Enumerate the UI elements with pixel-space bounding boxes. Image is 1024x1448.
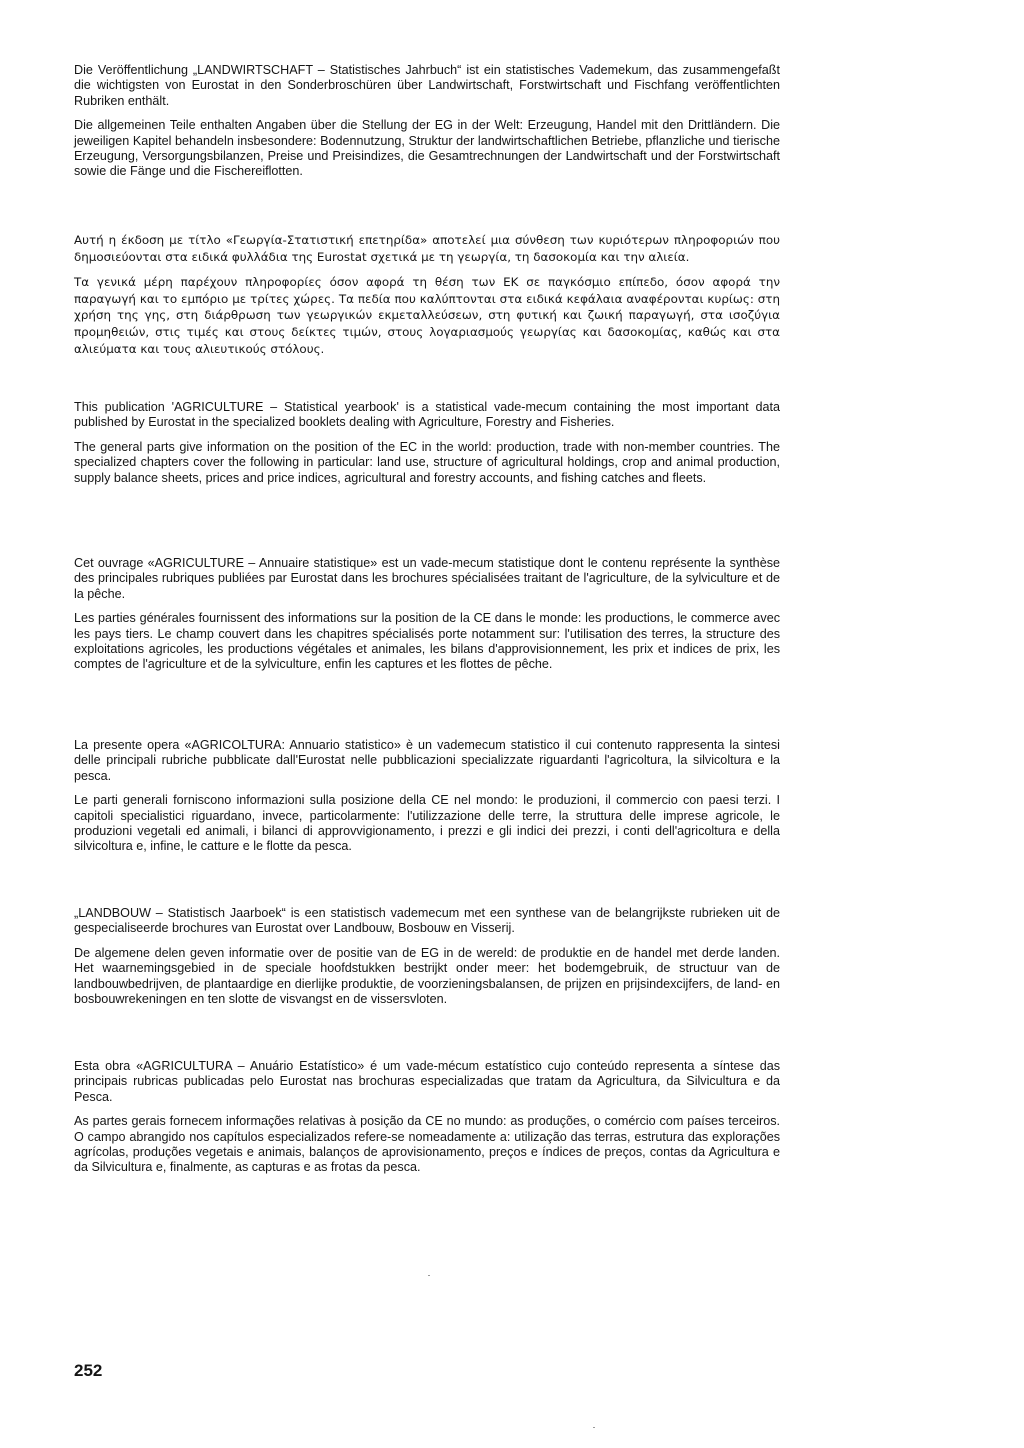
italian-section (74, 738, 780, 855)
scan-speck (593, 1427, 595, 1428)
greek-paragraph-1: Αυτή η έκδοση με τίτλο «Γεωργία-Στατιστική επετηρίδα» αποτελεί μια σύνθεση των κυριότερων πληροφοριών που δημοσιεύονται στα ειδικά φυλλάδια της Eurostat σχετικά με τη γεωργία, τη δασοκομία και την αλιεία. (74, 233, 780, 264)
french-paragraph-2: Les parties générales fournissent des informations sur la position de la CE dans le monde: les productions, le commerce avec les pays tiers. Le champ couvert dans les chapitres spécialisés porte notamment sur: l'utilisation des terres, la structure des exploitations agricoles, les productions végétales et animales, les bilans d'approvisionnement, les prix et indices de prix, les comptes de l'agriculture et de la sylviculture, enfin les captures et les flottes de pêche. (74, 611, 780, 672)
english-section (74, 400, 780, 486)
portuguese-paragraph-1: Esta obra «AGRICULTURA – Anuário Estatístico» é um vade-mécum estatístico cujo conteúdo representa a síntese das principais rubricas publicadas pelo Eurostat nas brochuras especializadas que tratam da Agricultura, da Silvicultura e da Pesca. (74, 1059, 780, 1104)
german-paragraph-2: Die allgemeinen Teile enthalten Angaben über die Stellung der EG in der Welt: Erzeugung, Handel mit den Drittländern. Die jeweiligen Kapitel behandeln insbesondere: Bodennutzung, Struktur der landwirtschaftlichen Betriebe, pflanzliche und tierische Erzeugung, Versorgungsbilanzen, Preise und Preisindizes, die Gesamtrechnungen der Landwirtschaft und der Forstwirtschaft sowie die Fänge und die Fischereiflotten. (74, 118, 780, 179)
dutch-section (74, 906, 780, 1007)
portuguese-section (74, 1059, 780, 1176)
scan-speck (428, 1275, 430, 1276)
french-paragraph-1: Cet ouvrage «AGRICULTURE – Annuaire statistique» est un vade-mecum statistique dont le contenu représente la synthèse des principales rubriques publiées par Eurostat dans les brochures spécialisées traitant de l'agriculture, de la sylviculture et de la pêche. (74, 556, 780, 601)
french-section (74, 556, 780, 673)
portuguese-paragraph-2: As partes gerais fornecem informações relativas à posição da CE no mundo: as produções, o comércio com países terceiros. O campo abrangido nos capítulos especializados refere-se nomeadamente a: utilização das terras, estrutura das explorações agrícolas, produções vegetais e animais, balanços de aprovisionamento, preços e índices de preços, contas da Agricultura e da Silvicultura e, finalmente, as capturas e as frotas da pesca. (74, 1114, 780, 1175)
dutch-paragraph-2: De algemene delen geven informatie over de positie van de EG in de wereld: de produktie en de handel met derde landen. Het waarnemingsgebied in de speciale hoofdstukken bestrijkt onder meer: het bodemgebruik, de structuur van de landbouwbedrijven, de plantaardige en dierlijke produktie, de voorzieningsbalansen, de prijzen en prijsindexcijfers, de land- en bosbouwrekeningen en ten slotte de visvangst en de vissersvloten. (74, 945, 780, 1007)
greek-section (74, 232, 780, 357)
german-paragraph-1: Die Veröffentlichung „LANDWIRTSCHAFT – Statistisches Jahrbuch“ ist ein statistisches Vademekum, das zusammengefaßt die wichtigsten von Eurostat in den Sonderbroschüren über Landwirtschaft, Forstwirtschaft und Fischfang veröffentlichten Rubriken enthält. (74, 63, 780, 108)
italian-paragraph-1: La presente opera «AGRICOLTURA: Annuario statistico» è un vademecum statistico il cui contenuto rappresenta la sintesi delle principali rubriche pubblicate dall'Eurostat nelle pubblicazioni specializzate riguardanti l'agricoltura, la silvicoltura e la pesca. (74, 738, 780, 783)
dutch-paragraph-1: „LANDBOUW – Statistisch Jaarboek“ is een statistisch vademecum met een synthese van de belangrijkste rubrieken uit de gespecialiseerde brochures van Eurostat over Landbouw, Bosbouw en Visserij. (74, 906, 780, 936)
greek-paragraph-2: Τα γενικά μέρη παρέχουν πληροφορίες όσον αφορά τη θέση των ΕΚ σε παγκόσμιο επίπεδο, όσον αφορά την παραγωγή και το εμπόριο με τρίτες χώρες. Τα πεδία που καλύπτονται στα ειδικά κεφάλαια αναφέρονται κυρίως: στη χρήση της γης, στη διάρθρωση των γεωργικών εκμεταλλεύσεων, στη φυτική και ζωική παραγωγή, στα ισοζύγια προμηθειών, στις τιμές και στους δείκτες τιμών, στους λογαριασμούς γεωργίας και δασοκομίας, καθώς και στα αλιεύματα και τους αλιευτικούς στόλους. (74, 275, 780, 356)
page-number: 252 (74, 1361, 103, 1380)
german-section (74, 63, 780, 180)
english-paragraph-2: The general parts give information on the position of the EC in the world: production, trade with non-member countries. The specialized chapters cover the following in particular: land use, structure of agricultural holdings, crop and animal production, supply balance sheets, prices and price indices, agricultural and forestry accounts, and fishing catches and fleets. (74, 439, 780, 485)
english-paragraph-1: This publication 'AGRICULTURE – Statistical yearbook' is a statistical vade-mecum containing the most important data published by Eurostat in the specialized booklets dealing with Agriculture, Forestry and Fisheries. (74, 400, 780, 430)
italian-paragraph-2: Le parti generali forniscono informazioni sulla posizione della CE nel mondo: le produzioni, il commercio con paesi terzi. I capitoli specialistici riguardano, invece, particolarmente: l'utilizzazione delle terre, la struttura delle imprese agricole, le produzioni vegetali ed animali, i bilanci di approvvigionamento, i prezzi e gli indici dei prezzi, i conti dell'agricoltura e della silvicoltura e, infine, le catture e le flotte da pesca. (74, 793, 780, 854)
